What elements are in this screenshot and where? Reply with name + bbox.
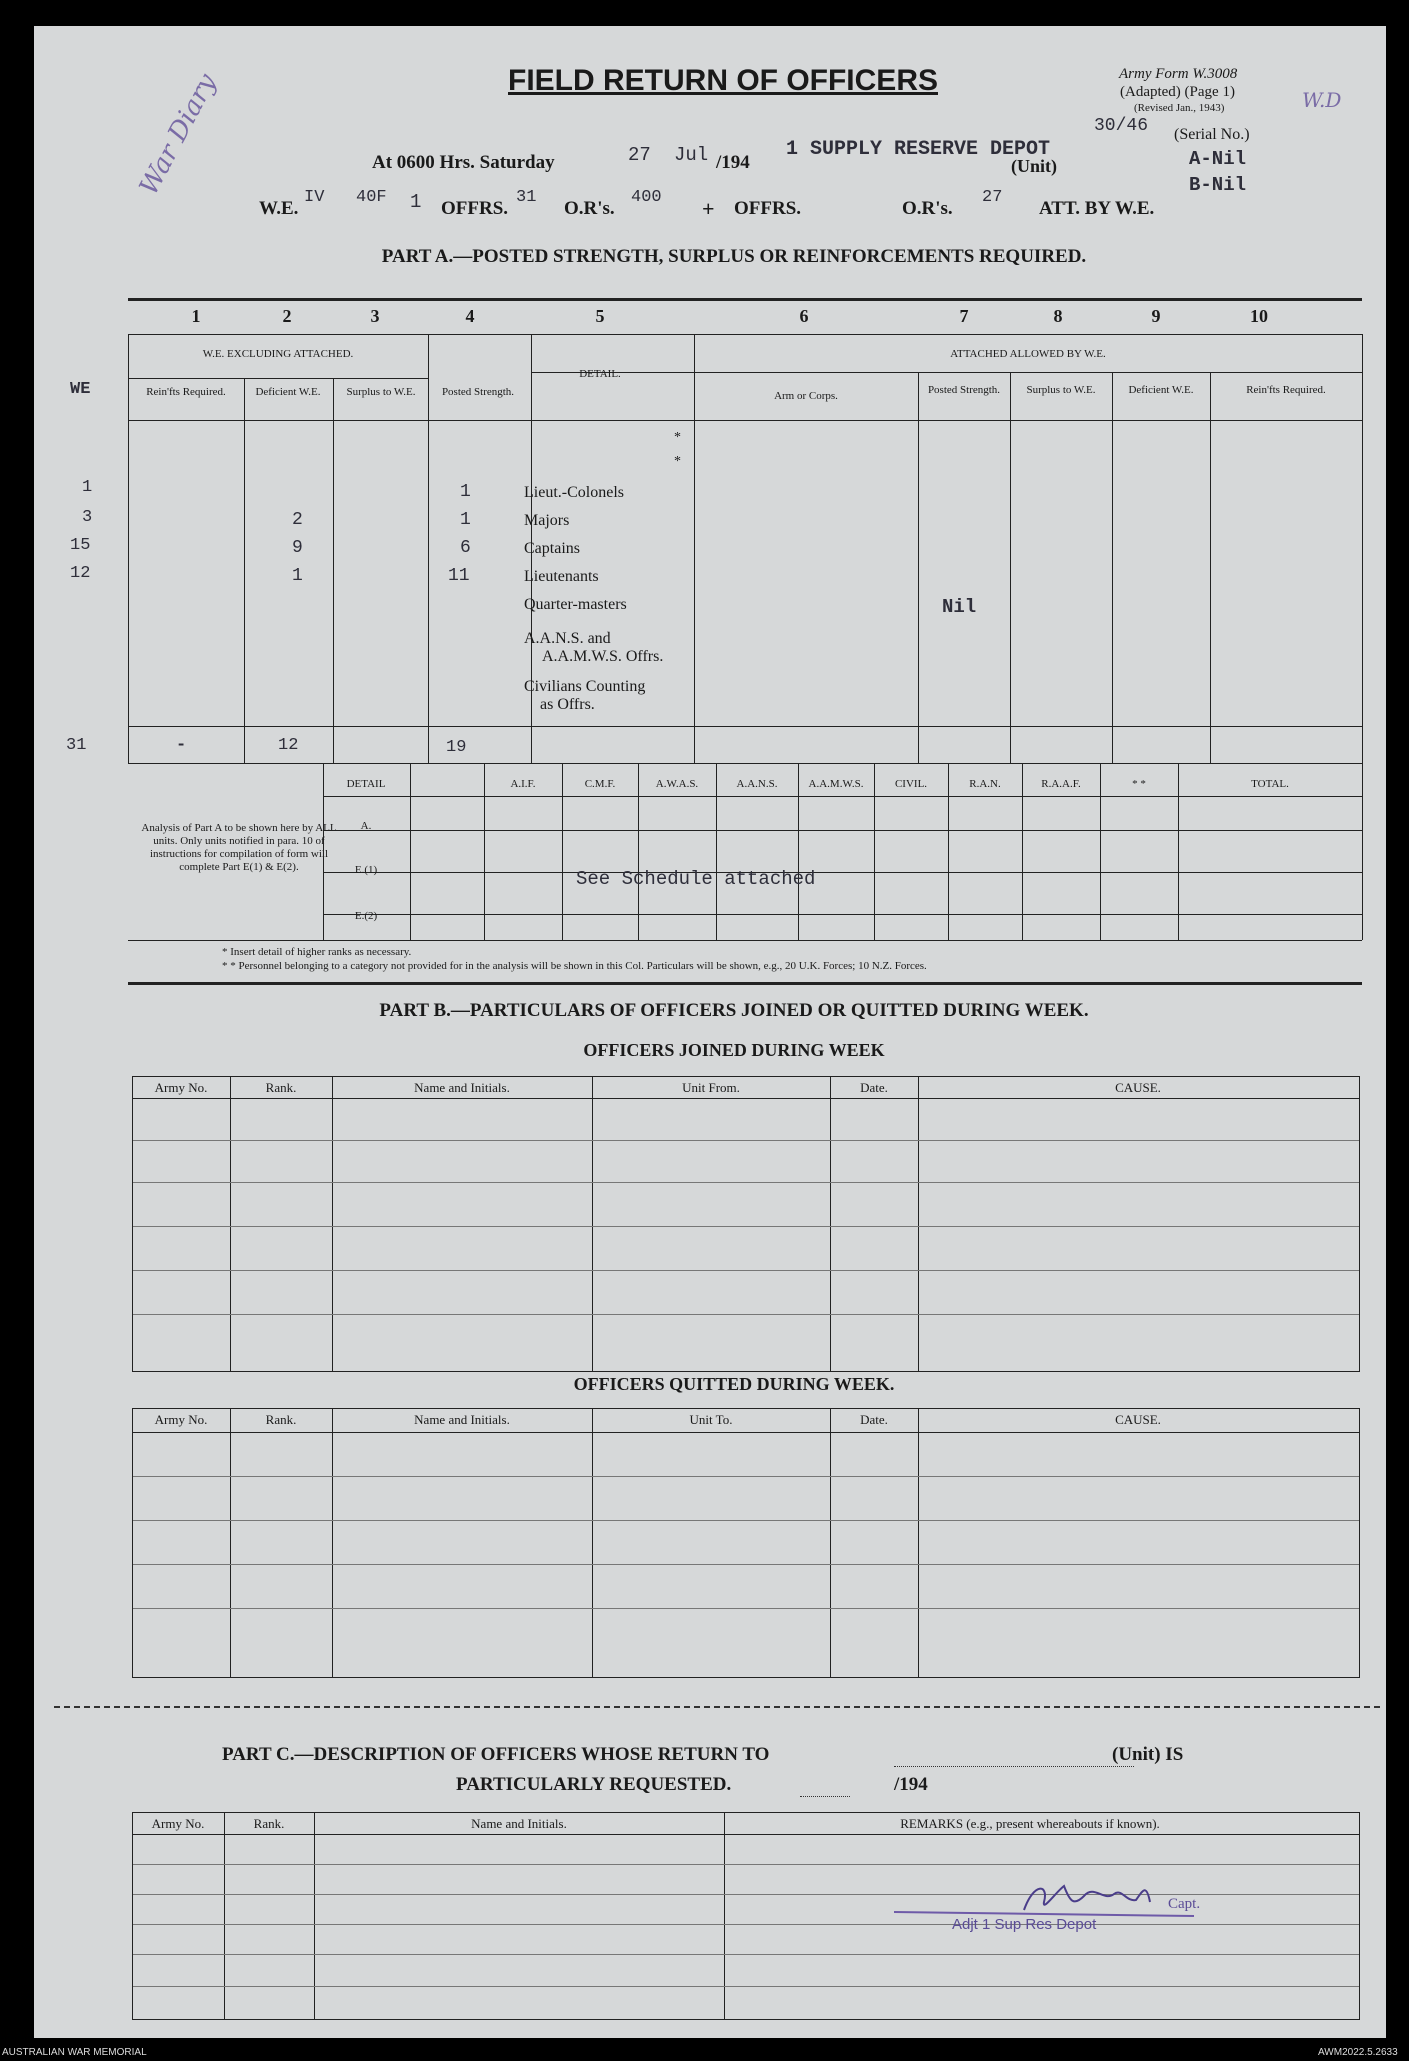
- analysis-hdr-aamws: A.A.M.W.S.: [808, 778, 864, 790]
- form-title: FIELD RETURN OF OFFICERS: [508, 64, 938, 97]
- footer-accession: AWM2022.5.2633: [1318, 2047, 1398, 2058]
- row-we-ltcol: 1: [82, 478, 93, 497]
- footnote-2: * * Personnel belonging to a category not provided for in the analysis will be shown in this Col. Particulars will be shown, e.g., 20 U.K. Forces; 10 N.Z. Forces.: [222, 960, 927, 972]
- grid-line: [1112, 372, 1113, 763]
- grid-line: [128, 334, 1362, 335]
- quitted-hdr-cause: CAUSE.: [1115, 1412, 1161, 1427]
- part-a-top-rule: [128, 298, 1362, 301]
- analysis-hdr-detail: DETAIL: [346, 778, 386, 790]
- grid-line: [830, 1408, 831, 1678]
- ors-value: 400: [631, 188, 662, 207]
- col-num-3: 3: [370, 306, 380, 326]
- footer-credit: AUSTRALIAN WAR MEMORIAL: [2, 2047, 147, 2058]
- grid-line: [323, 830, 1362, 831]
- schedule-attached-note: See Schedule attached: [576, 868, 816, 890]
- grid-line: [1210, 372, 1211, 763]
- joined-table: [132, 1076, 1360, 1372]
- serial-value: 30/46: [1094, 116, 1149, 136]
- grid-line: [230, 1408, 231, 1678]
- hdr-reinfts-required: Rein'fts Required.: [146, 386, 226, 398]
- ors-label: O.R's.: [564, 198, 615, 219]
- we-side-label: WE: [70, 380, 91, 399]
- grid-line: [133, 1270, 1359, 1271]
- unit-value: 1 SUPPLY RESERVE DEPOT: [786, 138, 1051, 161]
- row-we-lieutenants: 12: [70, 564, 91, 583]
- return-month: Jul: [674, 144, 709, 166]
- grid-line: [918, 372, 919, 763]
- joined-hdr-name: Name and Initials.: [414, 1080, 510, 1095]
- analysis-hdr-awas: A.W.A.S.: [655, 778, 699, 790]
- plus-sign: +: [702, 196, 715, 221]
- offrs2-label: OFFRS.: [734, 198, 802, 219]
- star-2: *: [674, 454, 681, 469]
- joined-hdr-unit-from: Unit From.: [682, 1080, 740, 1095]
- grid-line: [133, 1520, 1359, 1521]
- grid-line: [592, 1076, 593, 1372]
- hdr-surplus-we: Surplus to W.E.: [346, 386, 416, 398]
- ors2-value: 27: [982, 188, 1003, 207]
- joined-hdr-date: Date.: [860, 1080, 888, 1095]
- part-c-unit-blank: [894, 1748, 1134, 1767]
- grid-line: [638, 763, 639, 940]
- grid-line: [323, 763, 324, 940]
- row-we-majors: 3: [82, 508, 93, 527]
- hdr-att-posted-strength: Posted Strength.: [927, 384, 1001, 396]
- grid-line: [133, 1314, 1359, 1315]
- return-day: 27: [628, 144, 651, 166]
- quitted-title: OFFICERS QUITTED DURING WEEK.: [573, 1374, 895, 1394]
- grid-line: [132, 1098, 1360, 1099]
- analysis-hdr-ran: R.A.N.: [969, 778, 1001, 790]
- analysis-row-e1: E.(1): [354, 864, 378, 876]
- col-num-10: 10: [1250, 306, 1268, 326]
- quitted-hdr-name: Name and Initials.: [414, 1412, 510, 1427]
- col-num-6: 6: [799, 306, 809, 326]
- grid-line: [716, 763, 717, 940]
- grid-line: [133, 1140, 1359, 1141]
- grid-line: [1100, 763, 1101, 940]
- grid-line: [428, 334, 429, 763]
- grid-line: [133, 1986, 1359, 1987]
- grid-line: [128, 378, 428, 379]
- unit-label: (Unit): [1011, 156, 1057, 176]
- partc-hdr-rank: Rank.: [253, 1816, 285, 1831]
- partc-hdr-remarks: REMARKS (e.g., present whereabouts if known).: [900, 1816, 1160, 1831]
- grid-line: [314, 1812, 315, 2020]
- row-posted-lieutenants: 11: [448, 566, 470, 586]
- grid-line: [128, 763, 1362, 764]
- joined-title: OFFICERS JOINED DURING WEEK: [583, 1040, 885, 1060]
- col-num-8: 8: [1053, 306, 1063, 326]
- hdr-deficient-we: Deficient W.E.: [255, 386, 321, 398]
- quitted-hdr-rank: Rank.: [265, 1412, 297, 1427]
- part-a-bottom-rule: [128, 982, 1362, 985]
- quitted-hdr-army-no: Army No.: [154, 1412, 208, 1427]
- row-def-majors: 2: [292, 510, 303, 530]
- hdr-att-surplus: Surplus to W.E.: [1026, 384, 1096, 396]
- grid-line: [133, 1226, 1359, 1227]
- row-detail-ltcol: Lieut.-Colonels: [524, 484, 624, 501]
- hdr-posted-strength: Posted Strength.: [441, 386, 515, 398]
- grid-line: [323, 872, 1362, 873]
- grid-line: [1010, 372, 1011, 763]
- form-adapted: (Adapted) (Page 1): [1120, 84, 1235, 100]
- analysis-hdr-aif: A.I.F.: [510, 778, 536, 790]
- partc-hdr-name: Name and Initials.: [471, 1816, 567, 1831]
- form-revised: (Revised Jan., 1943): [1134, 102, 1225, 114]
- analysis-row-a: A.: [360, 820, 372, 832]
- col-num-2: 2: [282, 306, 292, 326]
- detail-aans-line1: A.A.N.S. and: [524, 630, 611, 647]
- hdr-att-reinfts: Rein'fts Required.: [1246, 384, 1326, 396]
- part-a-title: PART A.—POSTED STRENGTH, SURPLUS OR REINFORCEMENTS REQUIRED.: [381, 246, 1087, 267]
- row-posted-majors: 1: [460, 510, 471, 530]
- grid-line: [132, 1834, 1360, 1835]
- part-c-day-blank: [800, 1778, 850, 1797]
- grid-line: [230, 1076, 231, 1372]
- grid-line: [874, 763, 875, 940]
- we-iv: IV: [304, 188, 325, 207]
- offrs-value: 31: [516, 188, 537, 207]
- row-posted-ltcol: 1: [460, 482, 471, 502]
- offrs-label: OFFRS.: [441, 198, 509, 219]
- quitted-hdr-unit-to: Unit To.: [689, 1412, 733, 1427]
- at-hrs-label: At 0600 Hrs. Saturday: [372, 152, 555, 173]
- return-year: /194: [716, 152, 750, 173]
- joined-hdr-cause: CAUSE.: [1115, 1080, 1161, 1095]
- we-label: W.E.: [259, 198, 299, 219]
- col-num-4: 4: [465, 306, 475, 326]
- analysis-hdr-total: TOTAL.: [1251, 778, 1289, 790]
- star-1: *: [674, 430, 681, 445]
- b-nil: B-Nil: [1189, 174, 1247, 196]
- signature-rank: Capt.: [1168, 1896, 1201, 1912]
- part-c-title-d: /194: [894, 1774, 928, 1795]
- we-40f: 40F: [356, 188, 387, 207]
- grid-line: [562, 763, 563, 940]
- att-label: ATT. BY W.E.: [1039, 198, 1155, 219]
- col-num-1: 1: [191, 306, 201, 326]
- total-def: 12: [278, 736, 299, 755]
- detail-aans-line2: A.A.M.W.S. Offrs.: [542, 648, 664, 665]
- grid-line: [128, 726, 1362, 727]
- part-c-title-a: PART C.—DESCRIPTION OF OFFICERS WHOSE RETURN TO: [222, 1744, 770, 1765]
- att-posted-nil: Nil: [942, 596, 977, 618]
- analysis-hdr-raaf: R.A.A.F.: [1041, 778, 1081, 790]
- quitted-table: [132, 1408, 1360, 1678]
- grid-line: [332, 1408, 333, 1678]
- we-excluding-header: W.E. EXCLUDING ATTACHED.: [202, 348, 354, 360]
- grid-line: [128, 940, 1362, 941]
- part-b-title: PART B.—PARTICULARS OF OFFICERS JOINED OR QUITTED DURING WEEK.: [379, 1000, 1089, 1021]
- part-c-title-c: PARTICULARLY REQUESTED.: [456, 1774, 732, 1795]
- grid-line: [592, 1408, 593, 1678]
- grid-line: [484, 763, 485, 940]
- footer-bar: [0, 2046, 1409, 2061]
- grid-line: [332, 1076, 333, 1372]
- grid-line: [410, 763, 411, 940]
- we-1: 1: [410, 191, 422, 213]
- analysis-note: Analysis of Part A to be shown here by ALL units. Only units notified in para. 10 of instructions for compilation of form will complete Part E(1) & E(2).: [141, 822, 337, 873]
- grid-line: [1022, 763, 1023, 940]
- analysis-hdr-civil: CIVIL.: [894, 778, 928, 790]
- grid-line: [133, 1182, 1359, 1183]
- row-posted-captains: 6: [460, 538, 471, 558]
- grid-line: [244, 378, 245, 763]
- ors2-label: O.R's.: [902, 198, 953, 219]
- serial-label: (Serial No.): [1174, 126, 1250, 143]
- partc-hdr-army-no: Army No.: [151, 1816, 205, 1831]
- joined-hdr-army-no: Army No.: [154, 1080, 208, 1095]
- total-we: 31: [66, 736, 87, 755]
- grid-line: [323, 796, 1362, 797]
- perforation-line: [54, 1706, 1380, 1708]
- grid-line: [133, 1608, 1359, 1609]
- footnote-1: * Insert detail of higher ranks as necessary.: [222, 946, 412, 958]
- hdr-arm-or-corps: Arm or Corps.: [774, 390, 838, 402]
- analysis-hdr-stars: * *: [1132, 778, 1146, 790]
- col-num-9: 9: [1151, 306, 1161, 326]
- detail-civilians-line2: as Offrs.: [540, 696, 595, 713]
- grid-line: [133, 1476, 1359, 1477]
- grid-line: [531, 372, 1362, 373]
- grid-line: [724, 1812, 725, 2020]
- row-detail-captains: Captains: [524, 540, 580, 557]
- grid-line: [1178, 763, 1179, 940]
- total-posted: 19: [446, 738, 467, 757]
- part-c-title-b: (Unit) IS: [1112, 1744, 1184, 1765]
- analysis-row-e2: E.(2): [354, 910, 378, 922]
- grid-line: [132, 1432, 1360, 1433]
- row-detail-quartermasters: Quarter-masters: [524, 596, 627, 613]
- col-num-7: 7: [959, 306, 969, 326]
- row-we-captains: 15: [70, 536, 91, 555]
- war-diary-handwritten: War Diary: [134, 69, 223, 201]
- detail-header: DETAIL.: [579, 368, 621, 380]
- grid-line: [128, 334, 129, 763]
- grid-line: [830, 1076, 831, 1372]
- grid-line: [133, 1864, 1359, 1865]
- row-def-lieutenants: 1: [292, 566, 303, 586]
- grid-line: [798, 763, 799, 940]
- col-num-5: 5: [595, 306, 605, 326]
- a-nil: A-Nil: [1189, 148, 1247, 170]
- analysis-hdr-cmf: C.M.F.: [584, 778, 616, 790]
- grid-line: [133, 1564, 1359, 1565]
- form-page: [34, 26, 1386, 2038]
- joined-hdr-rank: Rank.: [265, 1080, 297, 1095]
- total-rein: -: [176, 736, 187, 755]
- grid-line: [133, 1954, 1359, 1955]
- row-def-captains: 9: [292, 538, 303, 558]
- grid-line: [918, 1076, 919, 1372]
- grid-line: [694, 334, 695, 763]
- wd-handwritten: W.D: [1302, 88, 1342, 112]
- detail-civilians-line1: Civilians Counting: [524, 678, 646, 695]
- grid-line: [1362, 334, 1363, 763]
- grid-line: [128, 420, 1362, 421]
- adjt-stamp: Adjt 1 Sup Res Depot: [952, 1916, 1097, 1933]
- grid-line: [918, 1408, 919, 1678]
- hdr-att-deficient: Deficient W.E.: [1128, 384, 1194, 396]
- analysis-hdr-aans: A.A.N.S.: [736, 778, 778, 790]
- grid-line: [1362, 763, 1363, 940]
- grid-line: [224, 1812, 225, 2020]
- grid-line: [323, 914, 1362, 915]
- grid-line: [333, 378, 334, 763]
- attached-allowed-header: ATTACHED ALLOWED BY W.E.: [950, 348, 1106, 360]
- grid-line: [948, 763, 949, 940]
- row-detail-majors: Majors: [524, 512, 570, 529]
- quitted-hdr-date: Date.: [860, 1412, 888, 1427]
- form-number: Army Form W.3008: [1119, 66, 1238, 82]
- row-detail-lieutenants: Lieutenants: [524, 568, 599, 585]
